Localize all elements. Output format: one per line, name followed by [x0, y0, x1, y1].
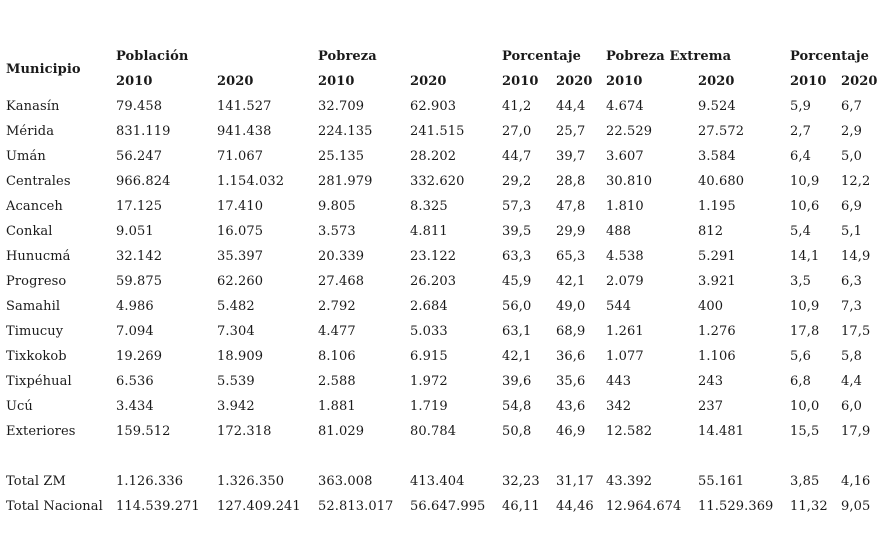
value-cell: 2.079 [606, 274, 644, 289]
value-cell: 26.203 [410, 274, 457, 289]
header-pobreza-extrema: Pobreza Extrema [606, 49, 732, 64]
table-header [6, 44, 881, 94]
value-cell: 7,3 [841, 299, 862, 314]
value-cell: 9.051 [116, 224, 154, 239]
value-cell: 941.438 [217, 124, 272, 139]
value-cell: 1.881 [318, 399, 356, 414]
value-cell: 1.972 [410, 374, 448, 389]
value-cell: 35.397 [217, 249, 264, 264]
value-cell: 18.909 [217, 349, 264, 364]
value-cell: 2,7 [790, 124, 811, 139]
value-cell: 4.477 [318, 324, 356, 339]
value-cell: 25.135 [318, 149, 365, 164]
value-cell: 4.538 [606, 249, 644, 264]
value-cell: 281.979 [318, 174, 373, 189]
value-cell: 68,9 [556, 324, 586, 339]
value-cell: 29,2 [502, 174, 532, 189]
value-cell: 6,8 [790, 374, 811, 389]
value-cell: 12,2 [841, 174, 871, 189]
value-cell: 1.126.336 [116, 474, 184, 489]
value-cell: 3.434 [116, 399, 154, 414]
value-cell: 224.135 [318, 124, 373, 139]
value-cell: 10,9 [790, 299, 820, 314]
value-cell: 56.247 [116, 149, 163, 164]
value-cell: 400 [698, 299, 724, 314]
municipio-cell: Total Nacional [6, 499, 103, 514]
year-header: 2020 [217, 74, 254, 89]
year-header: 2010 [502, 74, 539, 89]
value-cell: 49,0 [556, 299, 586, 314]
value-cell: 42,1 [556, 274, 586, 289]
value-cell: 5,8 [841, 349, 862, 364]
year-header: 2020 [556, 74, 593, 89]
header-year-row [6, 69, 881, 94]
spacer-cell [6, 444, 881, 469]
municipio-cell: Ucú [6, 399, 33, 414]
value-cell: 1.719 [410, 399, 448, 414]
poverty-table [6, 44, 881, 519]
value-cell: 4.986 [116, 299, 154, 314]
value-cell: 237 [698, 399, 724, 414]
table-row [6, 119, 881, 144]
value-cell: 2,9 [841, 124, 862, 139]
spacer-row [6, 444, 881, 469]
value-cell: 5,1 [841, 224, 862, 239]
value-cell: 81.029 [318, 424, 365, 439]
value-cell: 14,9 [841, 249, 871, 264]
value-cell: 62.903 [410, 99, 457, 114]
value-cell: 7.094 [116, 324, 154, 339]
value-cell: 10,9 [790, 174, 820, 189]
header-municipio: Municipio [6, 61, 81, 77]
value-cell: 966.824 [116, 174, 171, 189]
municipio-cell: Mérida [6, 124, 55, 139]
value-cell: 17,5 [841, 324, 871, 339]
value-cell: 332.620 [410, 174, 465, 189]
value-cell: 5.539 [217, 374, 255, 389]
value-cell: 5,4 [790, 224, 811, 239]
value-cell: 141.527 [217, 99, 272, 114]
value-cell: 39,7 [556, 149, 586, 164]
header-porcentaje-pobreza: Porcentaje [502, 49, 581, 64]
value-cell: 812 [698, 224, 724, 239]
value-cell: 71.067 [217, 149, 264, 164]
municipio-cell: Total ZM [6, 474, 66, 489]
value-cell: 27.572 [698, 124, 745, 139]
value-cell: 46,11 [502, 499, 540, 514]
value-cell: 31,17 [556, 474, 594, 489]
municipio-cell: Centrales [6, 174, 71, 189]
municipio-cell: Hunucmá [6, 249, 71, 264]
municipio-cell: Timucuy [6, 324, 64, 339]
value-cell: 59.875 [116, 274, 163, 289]
value-cell: 43.392 [606, 474, 653, 489]
year-header: 2010 [606, 74, 643, 89]
value-cell: 5.291 [698, 249, 736, 264]
table-row [6, 294, 881, 319]
value-cell: 22.529 [606, 124, 653, 139]
value-cell: 1.195 [698, 199, 736, 214]
value-cell: 1.154.032 [217, 174, 285, 189]
value-cell: 6,3 [841, 274, 862, 289]
year-header: 2020 [698, 74, 735, 89]
value-cell: 17.410 [217, 199, 264, 214]
table-row [6, 369, 881, 394]
table-row [6, 319, 881, 344]
value-cell: 4.674 [606, 99, 644, 114]
value-cell: 443 [606, 374, 632, 389]
value-cell: 39,6 [502, 374, 532, 389]
municipio-cell: Umán [6, 149, 46, 164]
value-cell: 3.921 [698, 274, 736, 289]
value-cell: 9.805 [318, 199, 356, 214]
value-cell: 17,9 [841, 424, 871, 439]
value-cell: 488 [606, 224, 632, 239]
value-cell: 11.529.369 [698, 499, 774, 514]
value-cell: 4,16 [841, 474, 871, 489]
municipio-cell: Exteriores [6, 424, 76, 439]
value-cell: 9,05 [841, 499, 871, 514]
value-cell: 45,9 [502, 274, 532, 289]
header-group-row [6, 44, 881, 69]
value-cell: 6,9 [841, 199, 862, 214]
value-cell: 30.810 [606, 174, 653, 189]
value-cell: 7.304 [217, 324, 255, 339]
value-cell: 23.122 [410, 249, 457, 264]
value-cell: 35,6 [556, 374, 586, 389]
value-cell: 127.409.241 [217, 499, 301, 514]
value-cell: 4,4 [841, 374, 862, 389]
value-cell: 44,7 [502, 149, 532, 164]
value-cell: 16.075 [217, 224, 264, 239]
value-cell: 17,8 [790, 324, 820, 339]
value-cell: 5,0 [841, 149, 862, 164]
table-body [6, 94, 881, 444]
value-cell: 12.582 [606, 424, 653, 439]
value-cell: 544 [606, 299, 632, 314]
value-cell: 27,0 [502, 124, 532, 139]
value-cell: 3.573 [318, 224, 356, 239]
value-cell: 41,2 [502, 99, 532, 114]
value-cell: 20.339 [318, 249, 365, 264]
table-row [6, 394, 881, 419]
value-cell: 5,6 [790, 349, 811, 364]
value-cell: 36,6 [556, 349, 586, 364]
total-row [6, 469, 881, 494]
header-porcentaje-extrema: Porcentaje [790, 49, 869, 64]
municipio-cell: Kanasín [6, 99, 60, 114]
value-cell: 831.119 [116, 124, 171, 139]
value-cell: 1.077 [606, 349, 644, 364]
value-cell: 57,3 [502, 199, 532, 214]
value-cell: 15,5 [790, 424, 820, 439]
table-row [6, 169, 881, 194]
value-cell: 14.481 [698, 424, 745, 439]
value-cell: 19.269 [116, 349, 163, 364]
value-cell: 3.942 [217, 399, 255, 414]
value-cell: 159.512 [116, 424, 171, 439]
table-row [6, 144, 881, 169]
value-cell: 52.813.017 [318, 499, 394, 514]
header-poblacion: Población [116, 49, 189, 64]
value-cell: 50,8 [502, 424, 532, 439]
value-cell: 32.142 [116, 249, 163, 264]
year-header: 2020 [410, 74, 447, 89]
value-cell: 12.964.674 [606, 499, 682, 514]
value-cell: 363.008 [318, 474, 373, 489]
value-cell: 28.202 [410, 149, 457, 164]
value-cell: 44,4 [556, 99, 586, 114]
table-row [6, 244, 881, 269]
value-cell: 6.536 [116, 374, 154, 389]
header-pobreza: Pobreza [318, 49, 377, 64]
value-cell: 5.033 [410, 324, 448, 339]
value-cell: 47,8 [556, 199, 586, 214]
total-row [6, 494, 881, 519]
municipio-cell: Conkal [6, 224, 53, 239]
table-row [6, 344, 881, 369]
value-cell: 3,85 [790, 474, 820, 489]
table-row [6, 269, 881, 294]
table-row [6, 419, 881, 444]
value-cell: 6,0 [841, 399, 862, 414]
value-cell: 1.106 [698, 349, 736, 364]
value-cell: 46,9 [556, 424, 586, 439]
value-cell: 54,8 [502, 399, 532, 414]
value-cell: 25,7 [556, 124, 586, 139]
year-header: 2010 [116, 74, 153, 89]
municipio-cell: Progreso [6, 274, 67, 289]
value-cell: 44,46 [556, 499, 594, 514]
table-totals [6, 444, 881, 519]
value-cell: 63,1 [502, 324, 532, 339]
value-cell: 62.260 [217, 274, 264, 289]
value-cell: 28,8 [556, 174, 586, 189]
value-cell: 63,3 [502, 249, 532, 264]
value-cell: 5,9 [790, 99, 811, 114]
value-cell: 1.810 [606, 199, 644, 214]
value-cell: 3.584 [698, 149, 736, 164]
value-cell: 413.404 [410, 474, 465, 489]
table-row [6, 94, 881, 119]
value-cell: 11,32 [790, 499, 828, 514]
value-cell: 6.915 [410, 349, 448, 364]
value-cell: 79.458 [116, 99, 163, 114]
value-cell: 9.524 [698, 99, 736, 114]
year-header: 2010 [790, 74, 827, 89]
value-cell: 17.125 [116, 199, 163, 214]
value-cell: 114.539.271 [116, 499, 200, 514]
value-cell: 56,0 [502, 299, 532, 314]
value-cell: 39,5 [502, 224, 532, 239]
value-cell: 32.709 [318, 99, 365, 114]
value-cell: 1.261 [606, 324, 644, 339]
value-cell: 43,6 [556, 399, 586, 414]
value-cell: 10,0 [790, 399, 820, 414]
municipio-cell: Acanceh [6, 199, 63, 214]
value-cell: 5.482 [217, 299, 255, 314]
value-cell: 342 [606, 399, 632, 414]
value-cell: 1.326.350 [217, 474, 285, 489]
table-row [6, 219, 881, 244]
value-cell: 14,1 [790, 249, 820, 264]
value-cell: 3,5 [790, 274, 811, 289]
value-cell: 40.680 [698, 174, 745, 189]
value-cell: 29,9 [556, 224, 586, 239]
value-cell: 4.811 [410, 224, 448, 239]
value-cell: 55.161 [698, 474, 745, 489]
value-cell: 2.588 [318, 374, 356, 389]
value-cell: 56.647.995 [410, 499, 486, 514]
value-cell: 65,3 [556, 249, 586, 264]
table-row [6, 194, 881, 219]
value-cell: 3.607 [606, 149, 644, 164]
municipio-cell: Tixkokob [6, 349, 67, 364]
municipio-cell: Tixpéhual [6, 374, 72, 389]
value-cell: 27.468 [318, 274, 365, 289]
value-cell: 241.515 [410, 124, 465, 139]
value-cell: 243 [698, 374, 724, 389]
value-cell: 8.106 [318, 349, 356, 364]
value-cell: 2.792 [318, 299, 356, 314]
value-cell: 8.325 [410, 199, 448, 214]
year-header: 2020 [841, 74, 878, 89]
value-cell: 10,6 [790, 199, 820, 214]
value-cell: 42,1 [502, 349, 532, 364]
value-cell: 2.684 [410, 299, 448, 314]
value-cell: 32,23 [502, 474, 540, 489]
value-cell: 6,7 [841, 99, 862, 114]
value-cell: 1.276 [698, 324, 736, 339]
value-cell: 172.318 [217, 424, 272, 439]
value-cell: 6,4 [790, 149, 811, 164]
year-header: 2010 [318, 74, 355, 89]
municipio-cell: Samahil [6, 299, 61, 314]
value-cell: 80.784 [410, 424, 457, 439]
